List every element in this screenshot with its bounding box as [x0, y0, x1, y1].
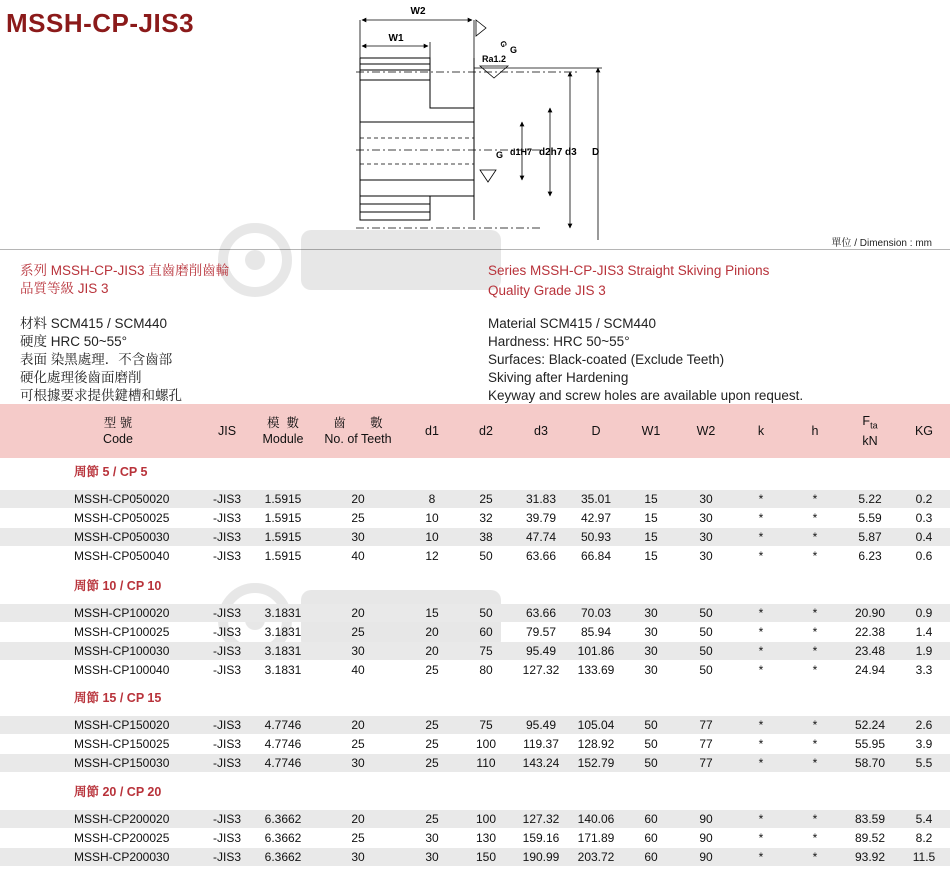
- cell-h: *: [812, 718, 818, 732]
- cell-kg: 11.5: [912, 850, 936, 864]
- cell-D: 70.03: [580, 606, 612, 620]
- cell-d3: 127.32: [522, 812, 560, 826]
- cell-jis: -JIS3: [212, 756, 242, 770]
- spec-line: Skiving after Hardening: [488, 370, 629, 385]
- cell-jis: -JIS3: [212, 850, 242, 864]
- cell-D: 42.97: [580, 511, 612, 525]
- cell-d3: 95.49: [525, 644, 557, 658]
- cell-d2: 110: [476, 756, 496, 770]
- cell-w1: 60: [644, 812, 658, 826]
- cell-w1: 60: [644, 831, 658, 845]
- cell-code: MSSH-CP050030: [74, 530, 170, 544]
- cell-w2: 90: [699, 812, 713, 826]
- cell-k: *: [758, 549, 764, 563]
- cell-kg: 0.3: [915, 511, 933, 525]
- section-label: 周節 15 / CP 15: [74, 691, 162, 705]
- cell-w2: 50: [699, 606, 713, 620]
- cell-w1: 30: [644, 606, 658, 620]
- cell-k: *: [758, 831, 764, 845]
- cell-kg: 8.2: [915, 831, 933, 845]
- cell-teeth: 25: [351, 625, 365, 639]
- spec-line: Hardness: HRC 50~55°: [488, 334, 630, 349]
- cell-w2: 50: [699, 663, 713, 677]
- cell-w2: 50: [699, 644, 713, 658]
- table-row: [0, 810, 950, 828]
- cell-jis: -JIS3: [212, 549, 242, 563]
- cell-module: 4.7746: [264, 737, 302, 751]
- cell-k: *: [758, 850, 764, 864]
- cell-h: *: [812, 756, 818, 770]
- cell-teeth: 40: [351, 549, 365, 563]
- cell-code: MSSH-CP200030: [74, 850, 170, 864]
- info-en: [488, 262, 769, 300]
- cell-w1: 15: [644, 492, 658, 506]
- cell-w2: 90: [699, 850, 713, 864]
- cell-d2: 130: [475, 831, 497, 845]
- cell-d2: 100: [475, 812, 497, 826]
- cell-module: 1.5915: [264, 530, 302, 544]
- cell-fta: 55.95: [854, 737, 886, 751]
- cell-jis: -JIS3: [212, 644, 242, 658]
- cell-module: 1.5915: [264, 492, 302, 506]
- cell-module: 3.1831: [264, 644, 302, 658]
- cell-d2: 75: [479, 718, 493, 732]
- cell-d3: 63.66: [525, 606, 557, 620]
- cell-fta: 6.23: [858, 549, 882, 563]
- cell-h: *: [812, 850, 818, 864]
- cell-code: MSSH-CP050020: [74, 492, 170, 506]
- cell-k: *: [758, 737, 764, 751]
- table-row: [0, 829, 950, 847]
- cell-kg: 3.3: [915, 663, 933, 677]
- cell-fta: 93.92: [854, 850, 886, 864]
- spec-en: [488, 315, 803, 405]
- cell-w1: 50: [644, 756, 658, 770]
- cell-d1: 25: [425, 663, 439, 677]
- cell-module: 3.1831: [264, 663, 302, 677]
- cell-D: 50.93: [580, 530, 612, 544]
- cell-d1: 30: [425, 850, 439, 864]
- cell-code: MSSH-CP100030: [74, 644, 170, 658]
- cell-jis: -JIS3: [212, 511, 242, 525]
- cell-teeth: 20: [351, 606, 365, 620]
- cell-d3: 47.74: [525, 530, 557, 544]
- col-d1: d1: [425, 424, 439, 438]
- table-header: [0, 404, 950, 458]
- cell-jis: -JIS3: [212, 530, 242, 544]
- cell-jis: -JIS3: [212, 831, 242, 845]
- cell-d1: 8: [428, 492, 436, 506]
- cell-w2: 90: [699, 831, 713, 845]
- cell-d1: 20: [425, 625, 439, 639]
- grade-zh: 品質等級 JIS 3: [20, 281, 109, 296]
- cell-teeth: 30: [351, 644, 365, 658]
- page-title: MSSH-CP-JIS3: [6, 8, 195, 38]
- spec-line: 可根據要求提供鍵槽和螺孔: [20, 388, 182, 403]
- cell-d3: 190.99: [522, 850, 560, 864]
- d-label: D: [592, 147, 600, 158]
- cell-fta: 5.22: [858, 492, 882, 506]
- cell-jis: -JIS3: [212, 606, 242, 620]
- w1-label: W1: [388, 33, 404, 44]
- cell-w1: 30: [644, 663, 658, 677]
- cell-w1: 15: [644, 549, 658, 563]
- cell-module: 6.3662: [264, 812, 302, 826]
- gear-drawing: [340, 0, 660, 240]
- cell-teeth: 30: [351, 850, 365, 864]
- cell-d1: 10: [425, 511, 439, 525]
- cell-fta: 89.52: [854, 831, 886, 845]
- cell-d3: 143.24: [522, 756, 560, 770]
- col-k: k: [757, 424, 765, 438]
- cell-fta: 5.59: [858, 511, 882, 525]
- cell-code: MSSH-CP150020: [74, 718, 170, 732]
- section-label: 周節 5 / CP 5: [74, 465, 148, 479]
- cell-module: 4.7746: [264, 718, 302, 732]
- cell-w2: 77: [699, 756, 713, 770]
- cell-D: 140.06: [577, 812, 615, 826]
- spec-zh: [20, 315, 182, 405]
- col-d2: d2: [479, 424, 493, 438]
- cell-w2: 30: [699, 511, 713, 525]
- cell-d2: 50: [479, 606, 493, 620]
- cell-d3: 127.32: [522, 663, 560, 677]
- cell-fta: 24.94: [854, 663, 886, 677]
- cell-jis: -JIS3: [212, 737, 242, 751]
- cell-code: MSSH-CP050025: [74, 511, 170, 525]
- cell-kg: 5.5: [915, 756, 933, 770]
- cell-d2: 50: [479, 549, 493, 563]
- cell-k: *: [758, 625, 764, 639]
- cell-w1: 60: [644, 850, 658, 864]
- cell-D: 66.84: [580, 549, 612, 563]
- g-top-label: G: [498, 39, 509, 49]
- cell-d2: 100: [475, 737, 497, 751]
- cell-D: 101.86: [577, 644, 615, 658]
- cell-kg: 0.9: [915, 606, 933, 620]
- col-kg: KG: [914, 424, 934, 438]
- cell-d1: 25: [425, 737, 439, 751]
- table-row: [0, 623, 950, 641]
- cell-h: *: [812, 606, 818, 620]
- cell-k: *: [758, 812, 764, 826]
- w2-label: W2: [410, 6, 426, 17]
- cell-fta: 5.87: [858, 530, 882, 544]
- table-row: [0, 528, 950, 546]
- col-h: h: [811, 424, 819, 438]
- table-row: [0, 490, 950, 508]
- section-label: 周節 20 / CP 20: [74, 785, 162, 799]
- col-jis: JIS: [217, 424, 237, 438]
- unit-label: 單位 / Dimension : mm: [831, 238, 932, 249]
- cell-kg: 3.9: [915, 737, 933, 751]
- cell-fta: 58.70: [854, 756, 886, 770]
- spec-line: Surfaces: Black-coated (Exclude Teeth): [488, 352, 725, 367]
- col-w1: W1: [641, 424, 661, 438]
- divider: [0, 249, 950, 250]
- cell-d3: 63.66: [525, 549, 557, 563]
- cell-teeth: 25: [351, 831, 365, 845]
- cell-jis: -JIS3: [212, 812, 242, 826]
- cell-jis: -JIS3: [212, 663, 242, 677]
- cell-d1: 30: [425, 831, 439, 845]
- cell-teeth: 20: [351, 718, 365, 732]
- cell-kg: 1.4: [915, 625, 933, 639]
- cell-kg: 0.2: [915, 492, 933, 506]
- spec-line: Material SCM415 / SCM440: [488, 316, 657, 331]
- cell-fta: 83.59: [854, 812, 886, 826]
- grade-en: Quality Grade JIS 3: [488, 283, 606, 298]
- table-row: [0, 509, 950, 527]
- cell-d2: 25: [479, 492, 493, 506]
- cell-code: MSSH-CP200025: [74, 831, 170, 845]
- cell-jis: -JIS3: [212, 718, 242, 732]
- cell-D: 35.01: [580, 492, 612, 506]
- cell-h: *: [812, 511, 818, 525]
- cell-w1: 50: [644, 718, 658, 732]
- d3-label: d3: [565, 147, 577, 158]
- cell-d1: 20: [425, 644, 439, 658]
- cell-d2: 60: [479, 625, 493, 639]
- col-code: 型 號 Code: [103, 416, 133, 446]
- cell-D: 152.79: [577, 756, 615, 770]
- cell-d1: 25: [425, 718, 439, 732]
- cell-D: 105.04: [577, 718, 615, 732]
- col-w2: W2: [696, 424, 716, 438]
- cell-module: 1.5915: [264, 549, 302, 563]
- cell-kg: 5.4: [915, 812, 933, 826]
- cell-d3: 39.79: [525, 511, 557, 525]
- cell-teeth: 30: [351, 756, 365, 770]
- table-row: [0, 754, 950, 772]
- col-teeth: 齒 數 No. of Teeth: [324, 416, 392, 446]
- col-module: 模 數 Module: [262, 416, 304, 446]
- cell-code: MSSH-CP100025: [74, 625, 170, 639]
- cell-teeth: 40: [351, 663, 365, 677]
- cell-k: *: [758, 663, 764, 677]
- cell-d3: 95.49: [525, 718, 557, 732]
- cell-module: 1.5915: [264, 511, 302, 525]
- spec-line: 硬度 HRC 50~55°: [20, 334, 128, 349]
- table-row: [0, 642, 950, 660]
- cell-d1: 25: [425, 756, 439, 770]
- cell-w1: 50: [644, 737, 658, 751]
- cell-d1: 10: [425, 530, 439, 544]
- cell-k: *: [758, 606, 764, 620]
- cell-teeth: 25: [351, 737, 365, 751]
- cell-w2: 77: [699, 718, 713, 732]
- table-row: [0, 661, 950, 679]
- cell-kg: 2.6: [915, 718, 933, 732]
- cell-h: *: [812, 549, 818, 563]
- cell-d3: 79.57: [525, 625, 557, 639]
- cell-w2: 77: [699, 737, 713, 751]
- cell-w2: 30: [699, 492, 713, 506]
- table-row: [0, 716, 950, 734]
- cell-module: 4.7746: [264, 756, 302, 770]
- cell-w1: 15: [644, 530, 658, 544]
- cell-h: *: [812, 663, 818, 677]
- table-row: [0, 604, 950, 622]
- cell-h: *: [812, 737, 818, 751]
- spec-line: Keyway and screw holes are available upon request.: [488, 388, 804, 403]
- cell-D: 85.94: [580, 625, 612, 639]
- cell-fta: 23.48: [854, 644, 886, 658]
- cell-d2: 80: [479, 663, 493, 677]
- cell-d2: 75: [479, 644, 493, 658]
- cell-fta: 22.38: [854, 625, 886, 639]
- cell-teeth: 30: [351, 530, 365, 544]
- cell-fta: 20.90: [854, 606, 886, 620]
- cell-code: MSSH-CP150030: [74, 756, 170, 770]
- cell-h: *: [812, 644, 818, 658]
- cell-k: *: [758, 644, 764, 658]
- cell-d2: 150: [475, 850, 497, 864]
- cell-D: 171.89: [577, 831, 615, 845]
- series-en: Series MSSH-CP-JIS3 Straight Skiving Pinions: [488, 263, 770, 278]
- cell-d1: 15: [425, 606, 439, 620]
- g-mid-label: G: [496, 150, 504, 160]
- cell-k: *: [758, 718, 764, 732]
- cell-h: *: [812, 625, 818, 639]
- cell-module: 3.1831: [264, 625, 302, 639]
- d2-label: d2h7: [539, 147, 563, 158]
- cell-fta: 52.24: [854, 718, 886, 732]
- cell-d2: 32: [479, 511, 493, 525]
- cell-k: *: [758, 530, 764, 544]
- cell-code: MSSH-CP050040: [74, 549, 170, 563]
- series-zh: 系列 MSSH-CP-JIS3 直齒磨削齒輪: [20, 263, 230, 278]
- cell-teeth: 20: [351, 812, 365, 826]
- spec-line: 硬化處理後齒面磨削: [20, 370, 142, 385]
- cell-kg: 0.4: [915, 530, 933, 544]
- cell-h: *: [812, 492, 818, 506]
- spec-line: 材料 SCM415 / SCM440: [20, 316, 168, 331]
- cell-module: 6.3662: [264, 850, 302, 864]
- cell-D: 128.92: [577, 737, 615, 751]
- table-row: [0, 735, 950, 753]
- cell-w2: 30: [699, 530, 713, 544]
- fta-label: $F_{ta}$: [862, 413, 878, 431]
- cell-jis: -JIS3: [212, 492, 242, 506]
- spec-line: 表面 染黑處理．不含齒部: [20, 352, 173, 367]
- cell-w1: 30: [644, 644, 658, 658]
- cell-w2: 30: [699, 549, 713, 563]
- cell-jis: -JIS3: [212, 625, 242, 639]
- cell-d3: 119.37: [523, 737, 559, 751]
- cell-D: 203.72: [577, 850, 615, 864]
- cell-w1: 30: [644, 625, 658, 639]
- info-zh: [20, 262, 229, 298]
- col-d3: d3: [534, 424, 548, 438]
- col-D: D: [591, 424, 601, 438]
- cell-h: *: [812, 530, 818, 544]
- cell-kg: 0.6: [915, 549, 933, 563]
- d1-label: d1H7: [510, 147, 533, 157]
- cell-code: MSSH-CP100020: [74, 606, 170, 620]
- cell-w1: 15: [644, 511, 658, 525]
- g-top2-label: G: [510, 45, 518, 55]
- cell-code: MSSH-CP200020: [74, 812, 170, 826]
- cell-d3: 31.83: [525, 492, 557, 506]
- cell-d2: 38: [479, 530, 493, 544]
- ra-label: Ra1.2: [482, 54, 507, 64]
- cell-h: *: [812, 831, 818, 845]
- cell-code: MSSH-CP150025: [74, 737, 170, 751]
- cell-k: *: [758, 511, 764, 525]
- cell-kg: 1.9: [915, 644, 933, 658]
- cell-d3: 159.16: [522, 831, 560, 845]
- cell-w2: 50: [699, 625, 713, 639]
- section-label: 周節 10 / CP 10: [74, 579, 162, 593]
- cell-module: 6.3662: [264, 831, 302, 845]
- col-fta: $F_{ta}$ kN: [862, 413, 878, 449]
- cell-h: *: [812, 812, 818, 826]
- cell-k: *: [758, 756, 764, 770]
- cell-teeth: 20: [351, 492, 365, 506]
- cell-D: 133.69: [577, 663, 615, 677]
- cell-teeth: 25: [351, 511, 365, 525]
- cell-d1: 12: [425, 549, 439, 563]
- cell-module: 3.1831: [264, 606, 302, 620]
- cell-code: MSSH-CP100040: [74, 663, 170, 677]
- table-row: [0, 848, 950, 866]
- cell-k: *: [758, 492, 764, 506]
- table-row: [0, 547, 950, 565]
- cell-d1: 25: [425, 812, 439, 826]
